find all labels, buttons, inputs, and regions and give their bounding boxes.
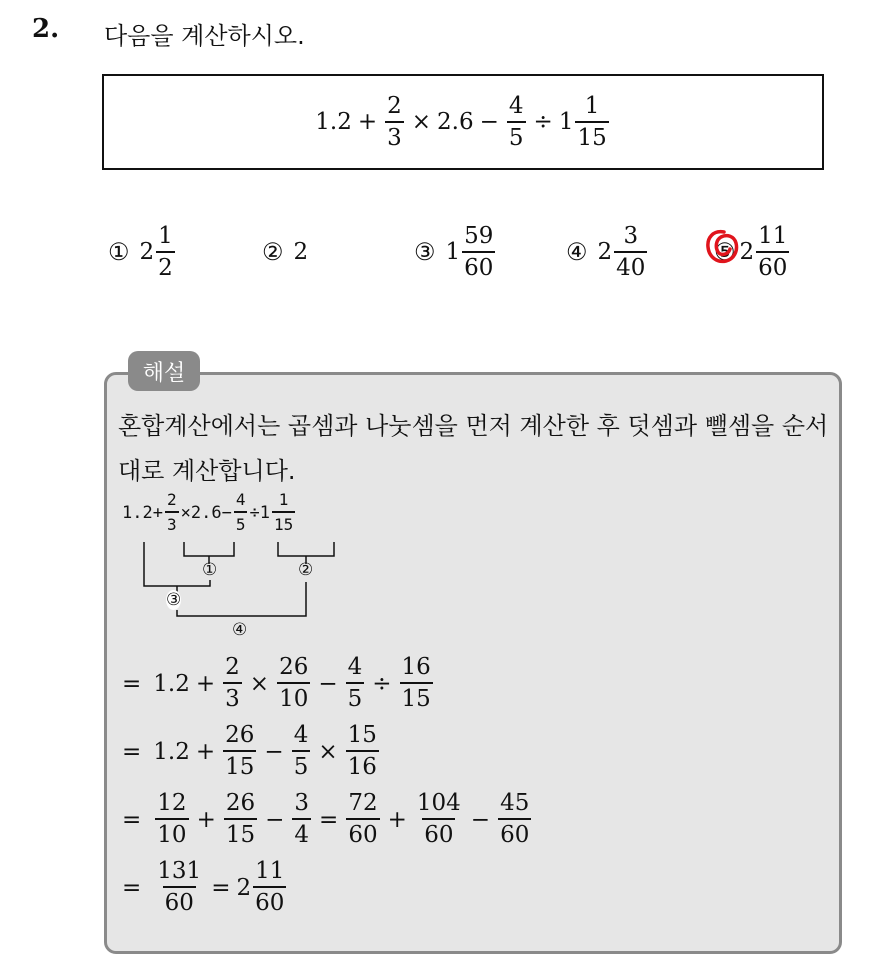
- answer-circle-mark: [705, 226, 739, 266]
- question-prompt: 다음을 계산하시오.: [104, 22, 305, 50]
- solution-line-2: = 1.2 + $\frac{26}{15}$ − $\frac{4}{5}$ × $\frac{15}{16}$: [122, 722, 377, 780]
- choice-fraction: $\frac{3}{40}$: [616, 222, 646, 281]
- expr-op: +: [357, 109, 378, 135]
- solution-explanation: 혼합계산에서는 곱셈과 나눗셈을 먼저 계산한 후 덧셈과 뺄셈을 순서대로 계산합니다.: [118, 412, 829, 485]
- diagram-term: 1: [259, 502, 270, 523]
- choice-marker: ①: [108, 238, 130, 266]
- diagram-op: ×: [180, 502, 191, 523]
- diagram-term: 2.6: [190, 502, 222, 523]
- choice-fraction: $\frac{59}{60}$: [464, 222, 494, 281]
- choice-whole: 2: [597, 239, 613, 265]
- expression-box: [102, 74, 824, 170]
- expr-term: 1.2: [315, 109, 352, 135]
- expr-fraction: $\frac{1}{15}$: [577, 92, 607, 151]
- diagram-op: −: [221, 502, 232, 523]
- choice-whole: 1: [445, 239, 461, 265]
- solution-line-4: = $\frac{131}{60}$ = 2 $\frac{11}{60}$: [122, 858, 285, 916]
- diagram-fraction: $\frac{4}{5}$: [235, 490, 246, 534]
- diagram-fraction: $\frac{2}{3}$: [166, 490, 177, 534]
- choice-marker: ②: [262, 238, 284, 266]
- step-label-3: ③: [166, 590, 182, 610]
- choice-fraction: $\frac{1}{2}$: [158, 222, 173, 281]
- diagram-op: +: [152, 502, 163, 523]
- diagram-fraction: $\frac{1}{15}$: [273, 490, 294, 534]
- choice-3[interactable]: [414, 222, 497, 282]
- step-label-2: ②: [298, 560, 314, 580]
- expr-op: ×: [411, 109, 432, 135]
- expr-term: 1: [558, 109, 574, 135]
- choice-2[interactable]: [262, 222, 308, 282]
- expr-term: 2.6: [437, 109, 474, 135]
- step-label-4: ④: [232, 620, 248, 640]
- solution-line-1: = 1.2 + $\frac{2}{3}$ × $\frac{26}{10}$ − $\frac{4}{5}$ ÷ $\frac{16}{15}$: [122, 654, 431, 712]
- choice-marker: ④: [566, 238, 588, 266]
- choice-whole: 2: [739, 239, 755, 265]
- expr-fraction: $\frac{4}{5}$: [508, 92, 524, 151]
- diagram-term: 1.2: [122, 502, 153, 523]
- step-label-1: ①: [202, 560, 218, 580]
- solution-tab-label: 해설: [128, 351, 200, 391]
- choice-marker: ⑤: [714, 238, 736, 266]
- choice-1[interactable]: [108, 222, 177, 282]
- expr-fraction: $\frac{2}{3}$: [387, 92, 402, 151]
- solution-line-3: = $\frac{12}{10}$ + $\frac{26}{15}$ − $\frac{3}{4}$ = $\frac{72}{60}$ + $\frac{104}{60}$ − $\frac{45}{60}$: [122, 790, 530, 848]
- choice-4[interactable]: [566, 222, 649, 282]
- choice-marker: ③: [414, 238, 436, 266]
- question-number: 2.: [32, 14, 60, 44]
- expr-op: −: [479, 109, 499, 135]
- diagram-op: ÷: [249, 502, 260, 523]
- expr-op: ÷: [533, 109, 553, 135]
- diagram-brackets: [122, 492, 382, 642]
- order-diagram: [122, 492, 382, 642]
- choice-whole: 2: [139, 239, 155, 265]
- choice-whole: 2: [293, 239, 309, 265]
- choice-fraction: $\frac{11}{60}$: [758, 222, 788, 281]
